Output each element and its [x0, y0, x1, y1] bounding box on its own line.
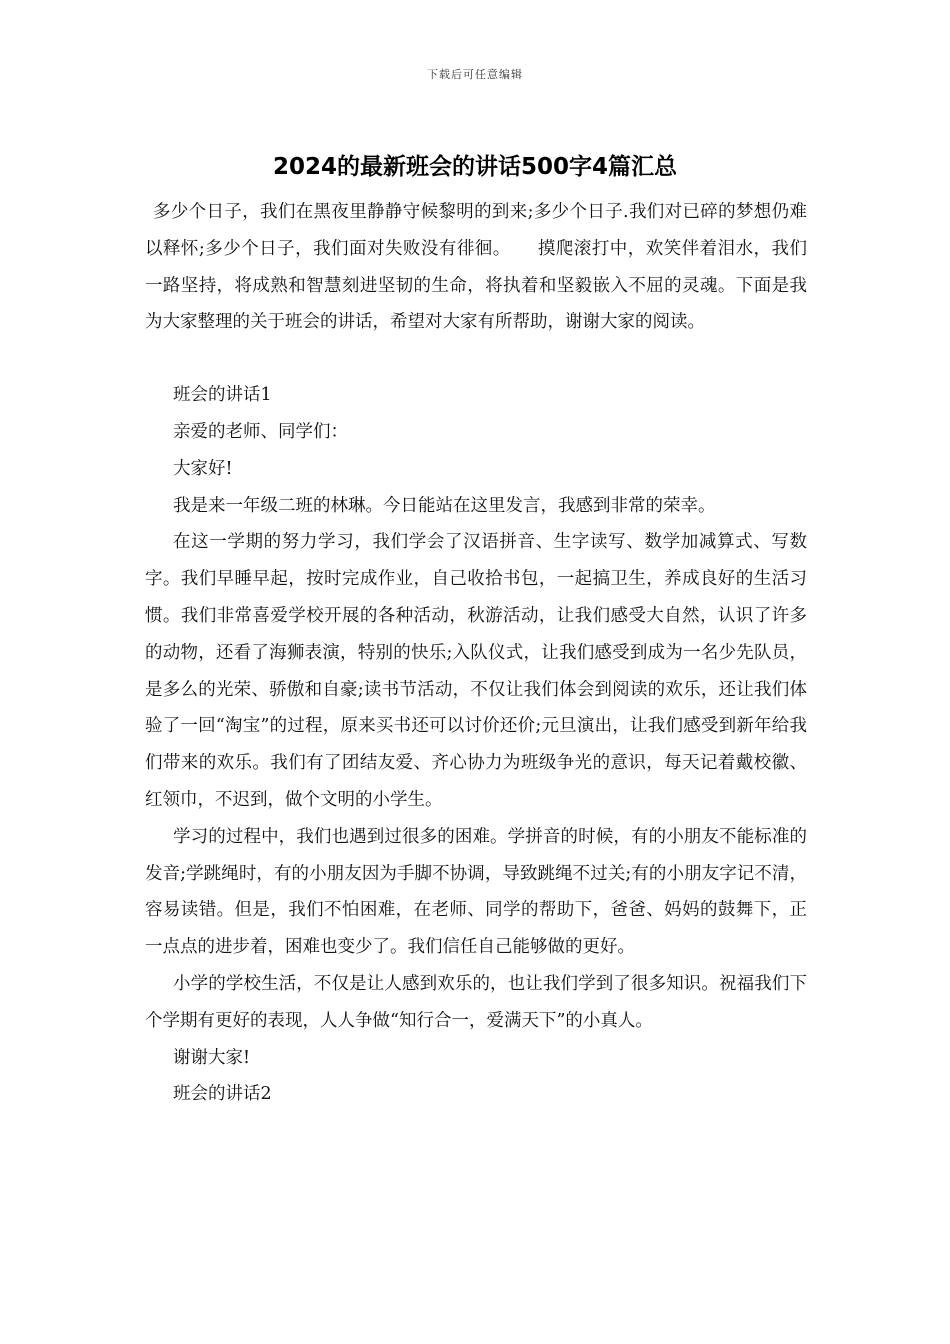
speech-1-paragraph: 在这一学期的努力学习，我们学会了汉语拼音、生字读写、数学加减算式、写数字。我们早睡早起，按时完成作业，自己收拾书包，一起搞卫生，养成良好的生活习惯。我们非常喜爱学校开展的各种活动，秋游活动，让我们感受大自然，认识了许多的动物，还看了海狮表演，特别的快乐;入队仪式，让我们感受到成为一名少先队员，是多么的光荣、骄傲和自豪;读书节活动，不仅让我们体会到阅读的欢乐，还让我们体验了一回“淘宝”的过程，原来买书还可以讨价还价;元旦演出，让我们感受到新年给我们带来的欢乐。我们有了团结友爱、齐心协力为班级争光的意识，每天记着戴校徽、红领巾，不迟到，做个文明的小学生。 [145, 532, 807, 810]
speech-1-paragraph: 我是来一年级二班的林琳。今日能站在这里发言，我感到非常的荣幸。 [173, 495, 716, 516]
speech-2-heading: 班会的讲话2 [173, 1084, 272, 1105]
intro-paragraph: 多少个日子，我们在黑夜里静静守候黎明的到来;多少个日子.我们对已碎的梦想仍难以释怀;多少个日子，我们面对失败没有徘徊。 摸爬滚打中，欢笑伴着泪水，我们一路坚持，将成熟和智慧刻进坚韧的生命，将执着和坚毅嵌入不屈的灵魂。下面是我为大家整理的关于班会的讲话，希望对大家有所帮助，谢谢大家的阅读。 [145, 202, 807, 333]
speech-1-greeting: 大家好! [173, 458, 233, 479]
page-header-note: 下载后可任意编辑 [427, 68, 523, 81]
section-spacer [145, 341, 807, 377]
speech-1-salutation: 亲爱的老师、同学们： [173, 421, 348, 442]
document-title: 2024的最新班会的讲话500字4篇汇总 [272, 154, 678, 180]
document-body [145, 194, 807, 1113]
speech-1-heading: 班会的讲话1 [173, 385, 272, 406]
speech-1-paragraph: 小学的学校生活，不仅是让人感到欢乐的，也让我们学到了很多知识。祝福我们下个学期有更好的表现，人人争做“知行合一，爱满天下”的小真人。 [145, 973, 807, 1031]
speech-1-paragraph: 学习的过程中，我们也遇到过很多的困难。学拼音的时候，有的小朋友不能标准的发音;学跳绳时，有的小朋友因为手脚不协调，导致跳绳不过关;有的小朋友字记不清，容易读错。但是，我们不怕困难，在老师、同学的帮助下，爸爸、妈妈的鼓舞下，正一点点的进步着，困难也变少了。我们信任自己能够做的更好。 [145, 826, 807, 958]
speech-1-closing: 谢谢大家! [173, 1047, 251, 1068]
